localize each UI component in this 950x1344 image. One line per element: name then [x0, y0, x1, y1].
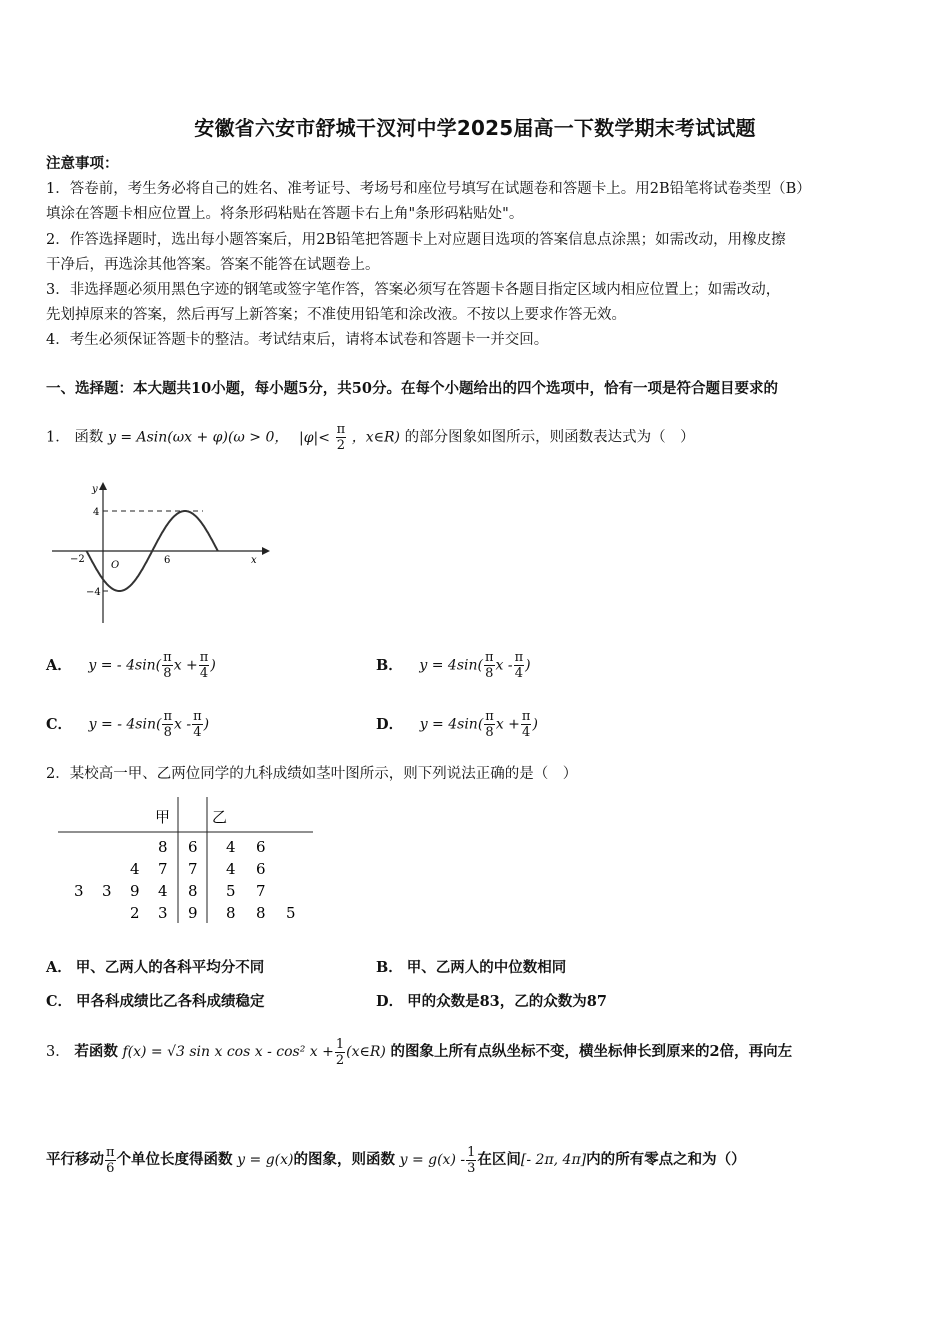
- right-header: 乙: [212, 808, 228, 826]
- numerator: π: [514, 650, 524, 665]
- tick-label-minus-2: −2: [70, 554, 85, 565]
- stem-leaf-plot: [58, 797, 318, 925]
- y-axis-arrow: [99, 482, 107, 490]
- left-leaf: 4: [158, 882, 168, 900]
- option-expr-mid: x -: [173, 716, 192, 733]
- right-leaf: 8: [226, 904, 236, 922]
- denominator: 3: [467, 1160, 476, 1176]
- option-expr-tail: ): [525, 657, 531, 674]
- left-leaf: 9: [130, 882, 140, 900]
- x-axis-arrow: [262, 547, 270, 555]
- option-expr-lead: y = 4sin(: [419, 716, 484, 733]
- text-segment: 个单位长度得函数: [116, 1151, 233, 1168]
- right-leaf: 6: [256, 838, 266, 856]
- question-text-pre: 函数: [74, 429, 104, 446]
- denominator: 2: [336, 438, 345, 453]
- phi-condition: |φ|<: [298, 429, 330, 446]
- pi-over-2: [336, 422, 347, 453]
- question-1: [46, 422, 695, 453]
- option-expr-mid: x +: [173, 657, 198, 674]
- question-2: 2．某校高一甲、乙两位同学的九科成绩如茎叶图所示，则下列说法正确的是（ ）: [46, 766, 578, 782]
- denominator: 4: [514, 666, 523, 681]
- option-b[interactable]: [376, 956, 566, 977]
- notice-line: 干净后，再选涂其他答案。答案不能答在试题卷上。: [46, 257, 380, 273]
- stem-value: 7: [188, 860, 198, 878]
- numerator: π: [336, 422, 346, 437]
- right-leaf: 6: [256, 860, 266, 878]
- right-leaf: 5: [286, 904, 296, 922]
- denominator: 8: [485, 666, 494, 681]
- text-segment: 在区间: [477, 1151, 521, 1168]
- numerator: π: [163, 709, 172, 724]
- option-text: 甲各科成绩比乙各科成绩稳定: [76, 993, 265, 1010]
- numerator: 1: [335, 1036, 345, 1052]
- text-segment: 内的所有零点之和为（）: [586, 1151, 746, 1168]
- option-text: 甲的众数是83，乙的众数为87: [407, 993, 607, 1010]
- option-expr-mid: x +: [495, 716, 520, 733]
- option-label: C．: [46, 715, 73, 733]
- numerator: π: [484, 650, 494, 665]
- notice-heading: 注意事项：: [46, 155, 119, 172]
- option-expr-mid: x -: [495, 657, 513, 674]
- option-a[interactable]: [46, 956, 264, 977]
- left-leaf: 3: [102, 882, 112, 900]
- left-leaf: 2: [130, 904, 140, 922]
- left-header: 甲: [155, 808, 171, 826]
- option-label: C．: [46, 993, 73, 1010]
- notice-line: 1．答卷前，考生务必将自己的姓名、准考证号、考场号和座位号填写在试题卷和答题卡上。用2B铅笔将试卷类型（B）: [46, 181, 811, 197]
- left-leaf: 8: [158, 838, 168, 856]
- option-label: A．: [46, 656, 72, 674]
- option-label: D．: [376, 993, 404, 1010]
- option-c[interactable]: [46, 709, 209, 740]
- denominator: 8: [485, 725, 494, 740]
- denominator: 8: [163, 666, 172, 681]
- denominator: 4: [522, 725, 531, 740]
- tick-label-4: 4: [93, 507, 100, 518]
- notice-line: 先划掉原来的答案，然后再写上新答案；不准使用铅笔和涂改液。不按以上要求作答无效。: [46, 307, 626, 323]
- right-leaf: 8: [256, 904, 266, 922]
- interval-expression: [- 2π, 4π]: [520, 1152, 587, 1168]
- question-number: 1．: [46, 429, 70, 446]
- numerator: π: [106, 1144, 115, 1160]
- y-axis-label: y: [92, 484, 98, 495]
- option-expr-lead: y = - 4sin(: [88, 716, 162, 733]
- function-expression: y = Asin(ωx + φ)(ω > 0，: [107, 429, 289, 446]
- notice-line: 填涂在答题卡相应位置上。将条形码粘贴在答题卡右上角"条形码粘贴处"。: [46, 206, 524, 222]
- denominator: 8: [163, 725, 172, 740]
- option-expr-tail: ): [532, 716, 538, 733]
- option-text: 甲、乙两人的中位数相同: [406, 959, 567, 976]
- denominator: 6: [106, 1160, 115, 1176]
- option-text: 甲、乙两人的各科平均分不同: [75, 959, 265, 976]
- option-a[interactable]: [46, 650, 216, 681]
- question-text-post: 的部分图象如图所示，则函数表达式为（ ）: [404, 429, 695, 446]
- page-title: 安徽省六安市舒城干汊河中学2025届高一下数学期末考试试题: [194, 116, 756, 140]
- option-expr-tail: ): [210, 657, 216, 674]
- numerator: π: [521, 709, 531, 724]
- option-label: B．: [376, 656, 403, 674]
- origin-label: O: [111, 560, 120, 571]
- notice-line: 4．考生必须保证答题卡的整洁。考试结束后，请将本试卷和答题卡一并交回。: [46, 332, 549, 348]
- question-text-pre: 若函数: [74, 1043, 118, 1060]
- text-segment: 的图象，则函数: [293, 1151, 395, 1168]
- question-number: 3．: [46, 1044, 70, 1060]
- sine-graph: [48, 478, 270, 626]
- notice-line: 3．非选择题必须用黑色字迹的钢笔或签字笔作答，答案必须写在答题卡各题目指定区域内相应位置上；如需改动，: [46, 282, 781, 298]
- domain-condition: ，x∈R): [351, 429, 400, 446]
- option-d[interactable]: [376, 990, 607, 1011]
- option-label: A．: [46, 959, 72, 976]
- option-c[interactable]: [46, 990, 265, 1011]
- notice-line: 2．作答选择题时，选出每小题答案后，用2B铅笔把答题卡上对应题目选项的答案信息点涂黑；如需改动，用橡皮擦: [46, 232, 786, 248]
- stem-value: 6: [188, 838, 198, 856]
- stem-value: 9: [188, 904, 198, 922]
- gx-expression: y = g(x): [237, 1152, 294, 1168]
- option-b[interactable]: [376, 650, 531, 681]
- right-leaf: 5: [226, 882, 236, 900]
- option-label: D．: [376, 715, 404, 733]
- question-text-post: 的图象上所有点纵坐标不变，横坐标伸长到原来的2倍，再向左: [390, 1043, 793, 1060]
- numerator: π: [485, 709, 494, 724]
- function-expression: f(x) = √3 sin x cos x - cos² x +: [122, 1044, 334, 1060]
- option-expr-lead: y = - 4sin(: [88, 657, 162, 674]
- numerator: 1: [467, 1144, 476, 1160]
- text-segment: 平行移动: [46, 1151, 104, 1168]
- stem-rows: [74, 838, 296, 922]
- numerator: π: [199, 650, 209, 665]
- right-leaf: 4: [226, 860, 236, 878]
- denominator: 4: [199, 666, 209, 681]
- left-leaf: 3: [74, 882, 84, 900]
- left-leaf: 3: [158, 904, 168, 922]
- option-expr-tail: ): [203, 716, 210, 733]
- question-3-line-2: [46, 1140, 746, 1180]
- tick-label-6: 6: [164, 555, 171, 566]
- left-leaf: 4: [130, 860, 140, 878]
- tick-label-minus-4: −4: [86, 587, 101, 598]
- option-expr-lead: y = 4sin(: [419, 657, 483, 674]
- numerator: π: [163, 650, 172, 665]
- right-leaf: 4: [226, 838, 236, 856]
- right-leaf: 7: [256, 882, 266, 900]
- denominator: 4: [193, 725, 202, 740]
- x-axis-label: x: [251, 555, 257, 566]
- left-leaf: 7: [158, 860, 168, 878]
- option-d[interactable]: [376, 709, 538, 740]
- option-label: B．: [376, 959, 403, 976]
- gx-minus-expression: y = g(x) -: [399, 1152, 466, 1168]
- question-3: [46, 1032, 792, 1072]
- section-heading: 一、选择题：本大题共10小题，每小题5分，共50分。在每个小题给出的四个选项中，恰有一项是符合题目要求的: [46, 380, 778, 397]
- numerator: π: [193, 709, 202, 724]
- function-domain: (x∈R): [346, 1044, 386, 1060]
- denominator: 2: [335, 1052, 345, 1068]
- stem-value: 8: [188, 882, 198, 900]
